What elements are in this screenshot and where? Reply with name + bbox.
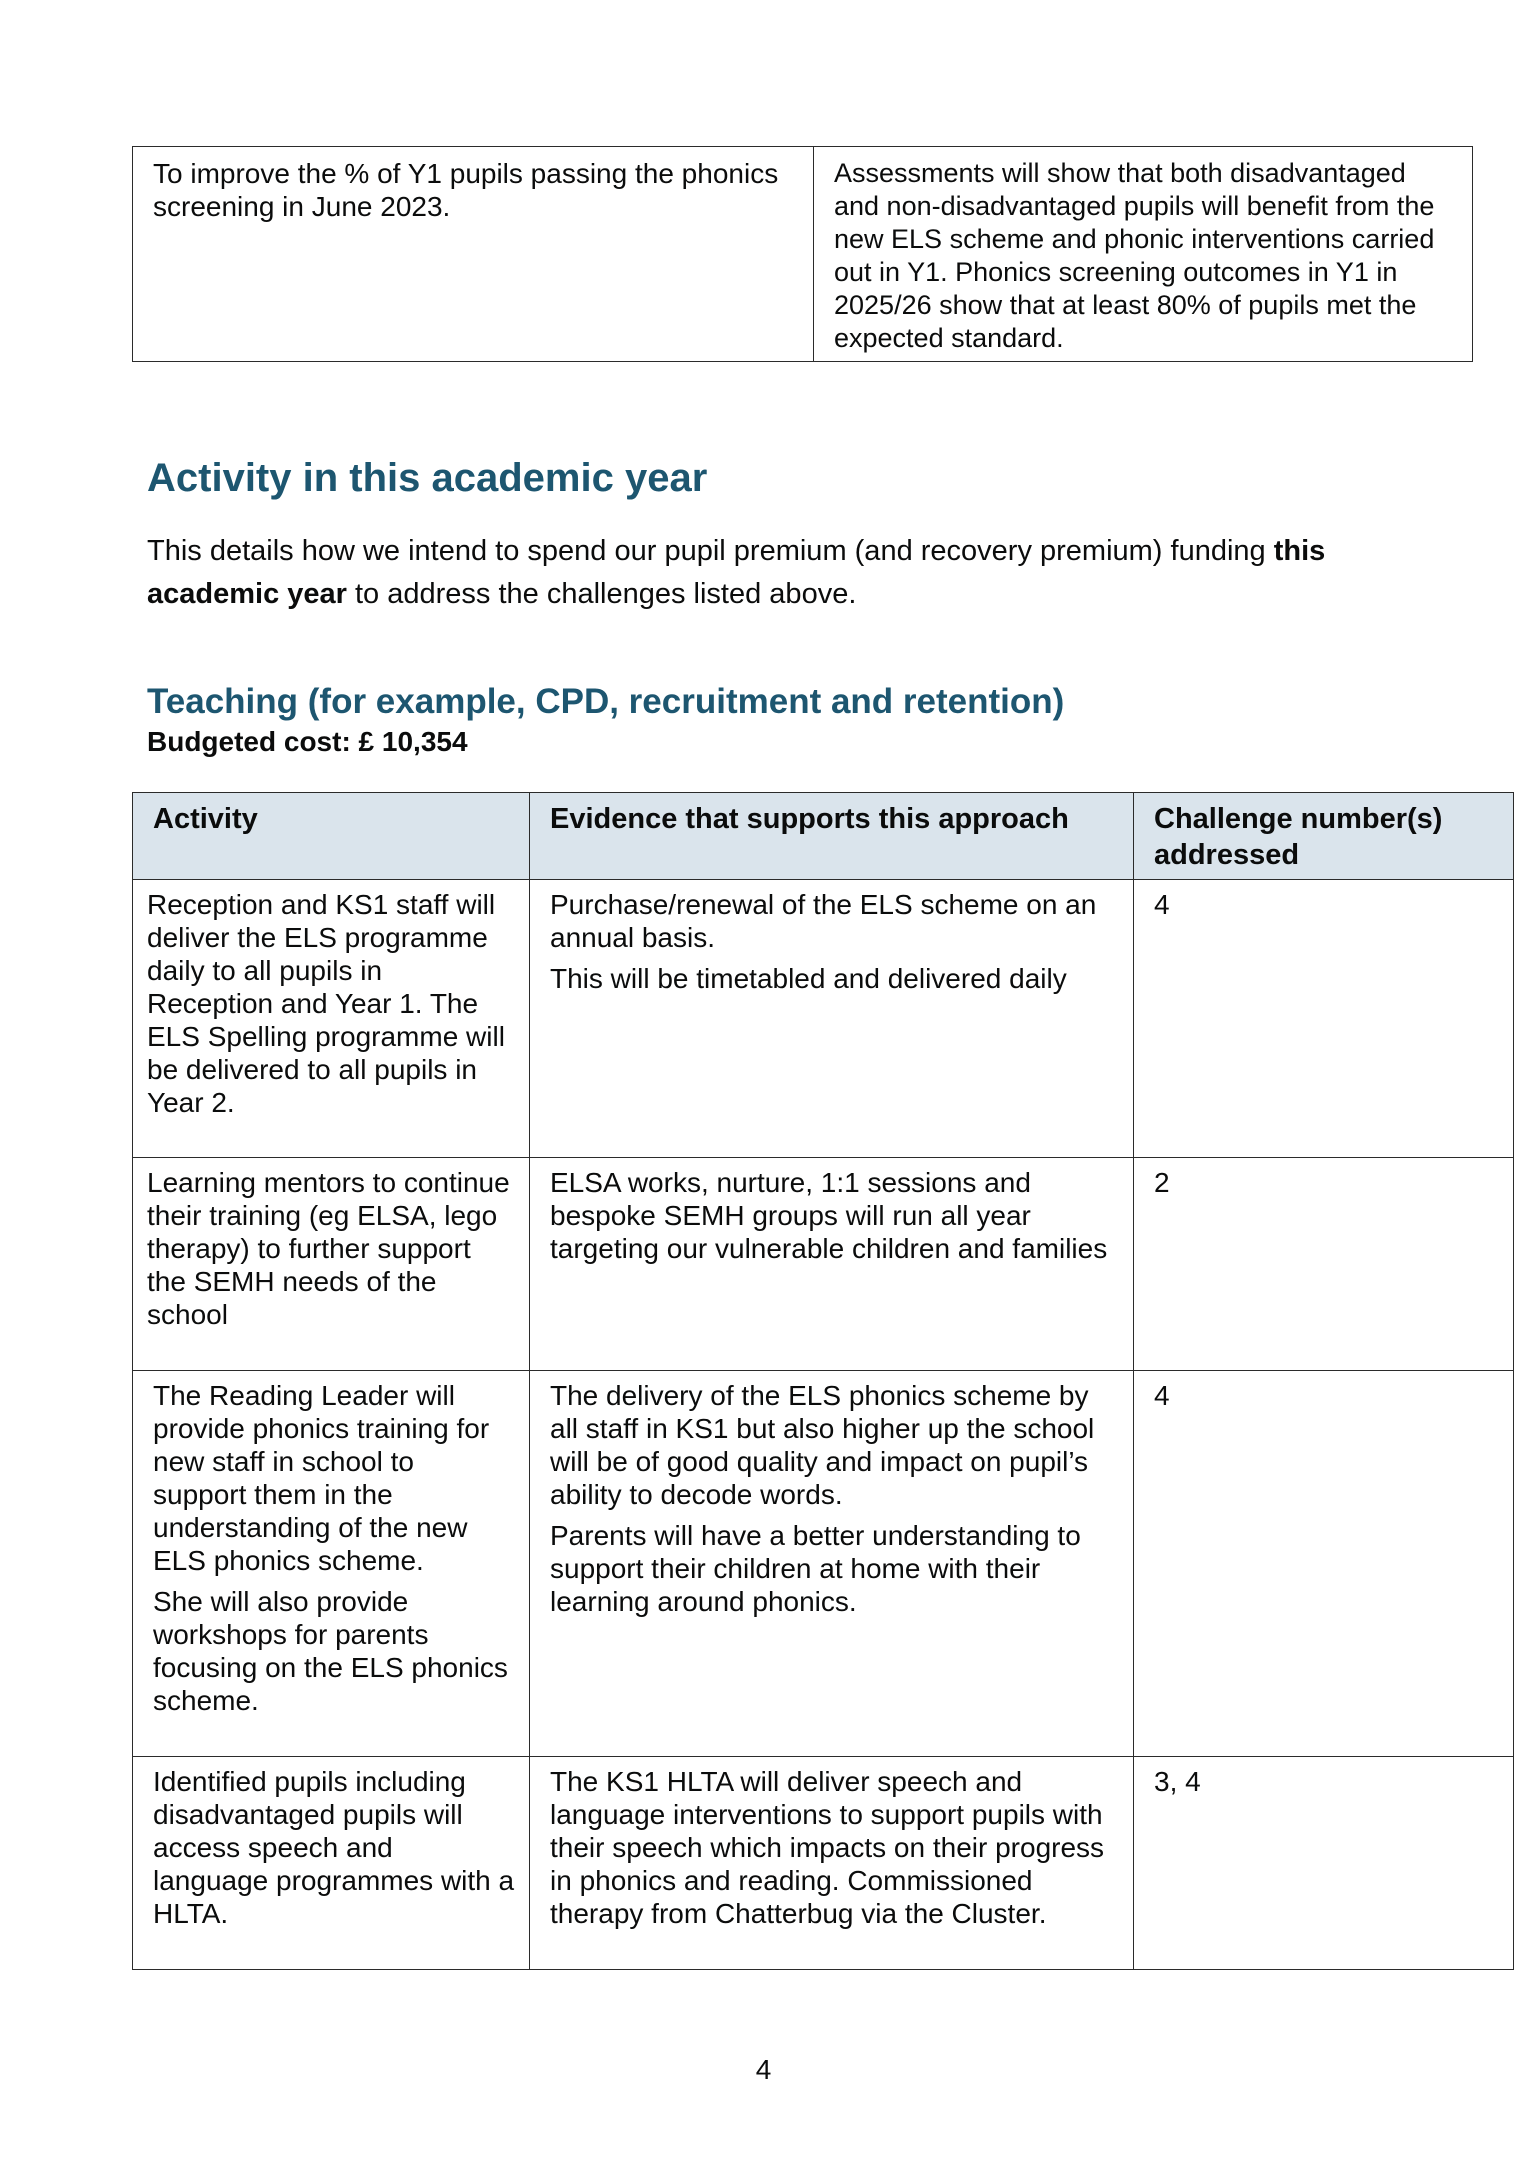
cell-paragraph: She will also provide workshops for parents focusing on the ELS phonics scheme. — [153, 1586, 508, 1716]
challenge-cell: 4 — [1134, 880, 1514, 1158]
challenge-cell: 2 — [1134, 1158, 1514, 1371]
cell-paragraph: The KS1 HLTA will deliver speech and language interventions to support pupils with their speech which impacts on their progress in phonics and reading. Commissioned therapy from Chatterbug via the Cluster. — [550, 1766, 1105, 1929]
success-criteria-cell: Assessments will show that both disadvantaged and non-disadvantaged pupils will benefit from the new ELS scheme and phonic interventions carried out in Y1. Phonics screening outcomes in Y1 in 2025/26 show that at least 80% of pupils met the expected standard. — [814, 147, 1473, 362]
table-header-row — [133, 793, 1514, 880]
cell-paragraph: The Reading Leader will provide phonics training for new staff in school to support them in the understanding of the new ELS phonics scheme. — [153, 1380, 490, 1576]
cell-paragraph: Parents will have a better understanding to support their children at home with their learning around phonics. — [550, 1520, 1081, 1617]
activity-cell — [133, 1158, 530, 1371]
table-row — [133, 1158, 1514, 1371]
activity-table — [132, 792, 1514, 1970]
cell-paragraph: ELSA works, nurture, 1:1 sessions and bespoke SEMH groups will run all year targeting our vulnerable children and families — [550, 1167, 1108, 1264]
activity-cell — [133, 1371, 530, 1757]
intro-text-prefix: This details how we intend to spend our pupil premium (and recovery premium) funding — [147, 535, 1274, 567]
evidence-cell — [530, 1371, 1134, 1757]
evidence-cell — [530, 1158, 1134, 1371]
table-row — [133, 880, 1514, 1158]
page-number: 4 — [755, 2054, 772, 2085]
header-activity: Activity — [133, 793, 530, 880]
cell-paragraph: This will be timetabled and delivered daily — [550, 963, 1067, 994]
cell-paragraph: The delivery of the ELS phonics scheme by all staff in KS1 but also higher up the school will be of good quality and impact on pupil’s ability to decode words. — [550, 1380, 1095, 1510]
cell-paragraph: Reception and KS1 staff will deliver the ELS programme daily to all pupils in Reception and Year 1. The ELS Spelling programme will be delivered to all pupils in Year 2. — [147, 889, 505, 1118]
challenge-cell: 3, 4 — [1134, 1757, 1514, 1970]
challenge-cell: 4 — [1134, 1371, 1514, 1757]
evidence-cell — [530, 1757, 1134, 1970]
header-evidence: Evidence that supports this approach — [530, 793, 1134, 880]
outcome-table — [132, 146, 1473, 362]
cell-paragraph: Identified pupils including disadvantaged pupils will access speech and language programmes with a HLTA. — [153, 1766, 515, 1929]
activity-cell — [133, 880, 530, 1158]
table-row — [133, 1757, 1514, 1970]
teaching-title: Teaching (for example, CPD, recruitment and retention) — [147, 682, 1065, 721]
header-challenge: Challenge number(s) addressed — [1134, 793, 1514, 880]
evidence-cell — [530, 880, 1134, 1158]
intro-text-bold: this academic year — [147, 535, 1326, 610]
intro-text-suffix: to address the challenges listed above. — [346, 578, 857, 610]
activity-cell — [133, 1757, 530, 1970]
intended-outcome-cell: To improve the % of Y1 pupils passing the phonics screening in June 2023. — [133, 147, 814, 362]
section-title: Activity in this academic year — [147, 456, 708, 500]
cell-paragraph: Purchase/renewal of the ELS scheme on an annual basis. — [550, 889, 1097, 953]
cell-paragraph: Learning mentors to continue their training (eg ELSA, lego therapy) to further support the SEMH needs of the school — [147, 1167, 510, 1330]
outcome-row — [133, 147, 1473, 362]
budgeted-cost: Budgeted cost: £ 10,354 — [147, 726, 468, 757]
table-row — [133, 1371, 1514, 1757]
section-intro — [147, 530, 1387, 616]
